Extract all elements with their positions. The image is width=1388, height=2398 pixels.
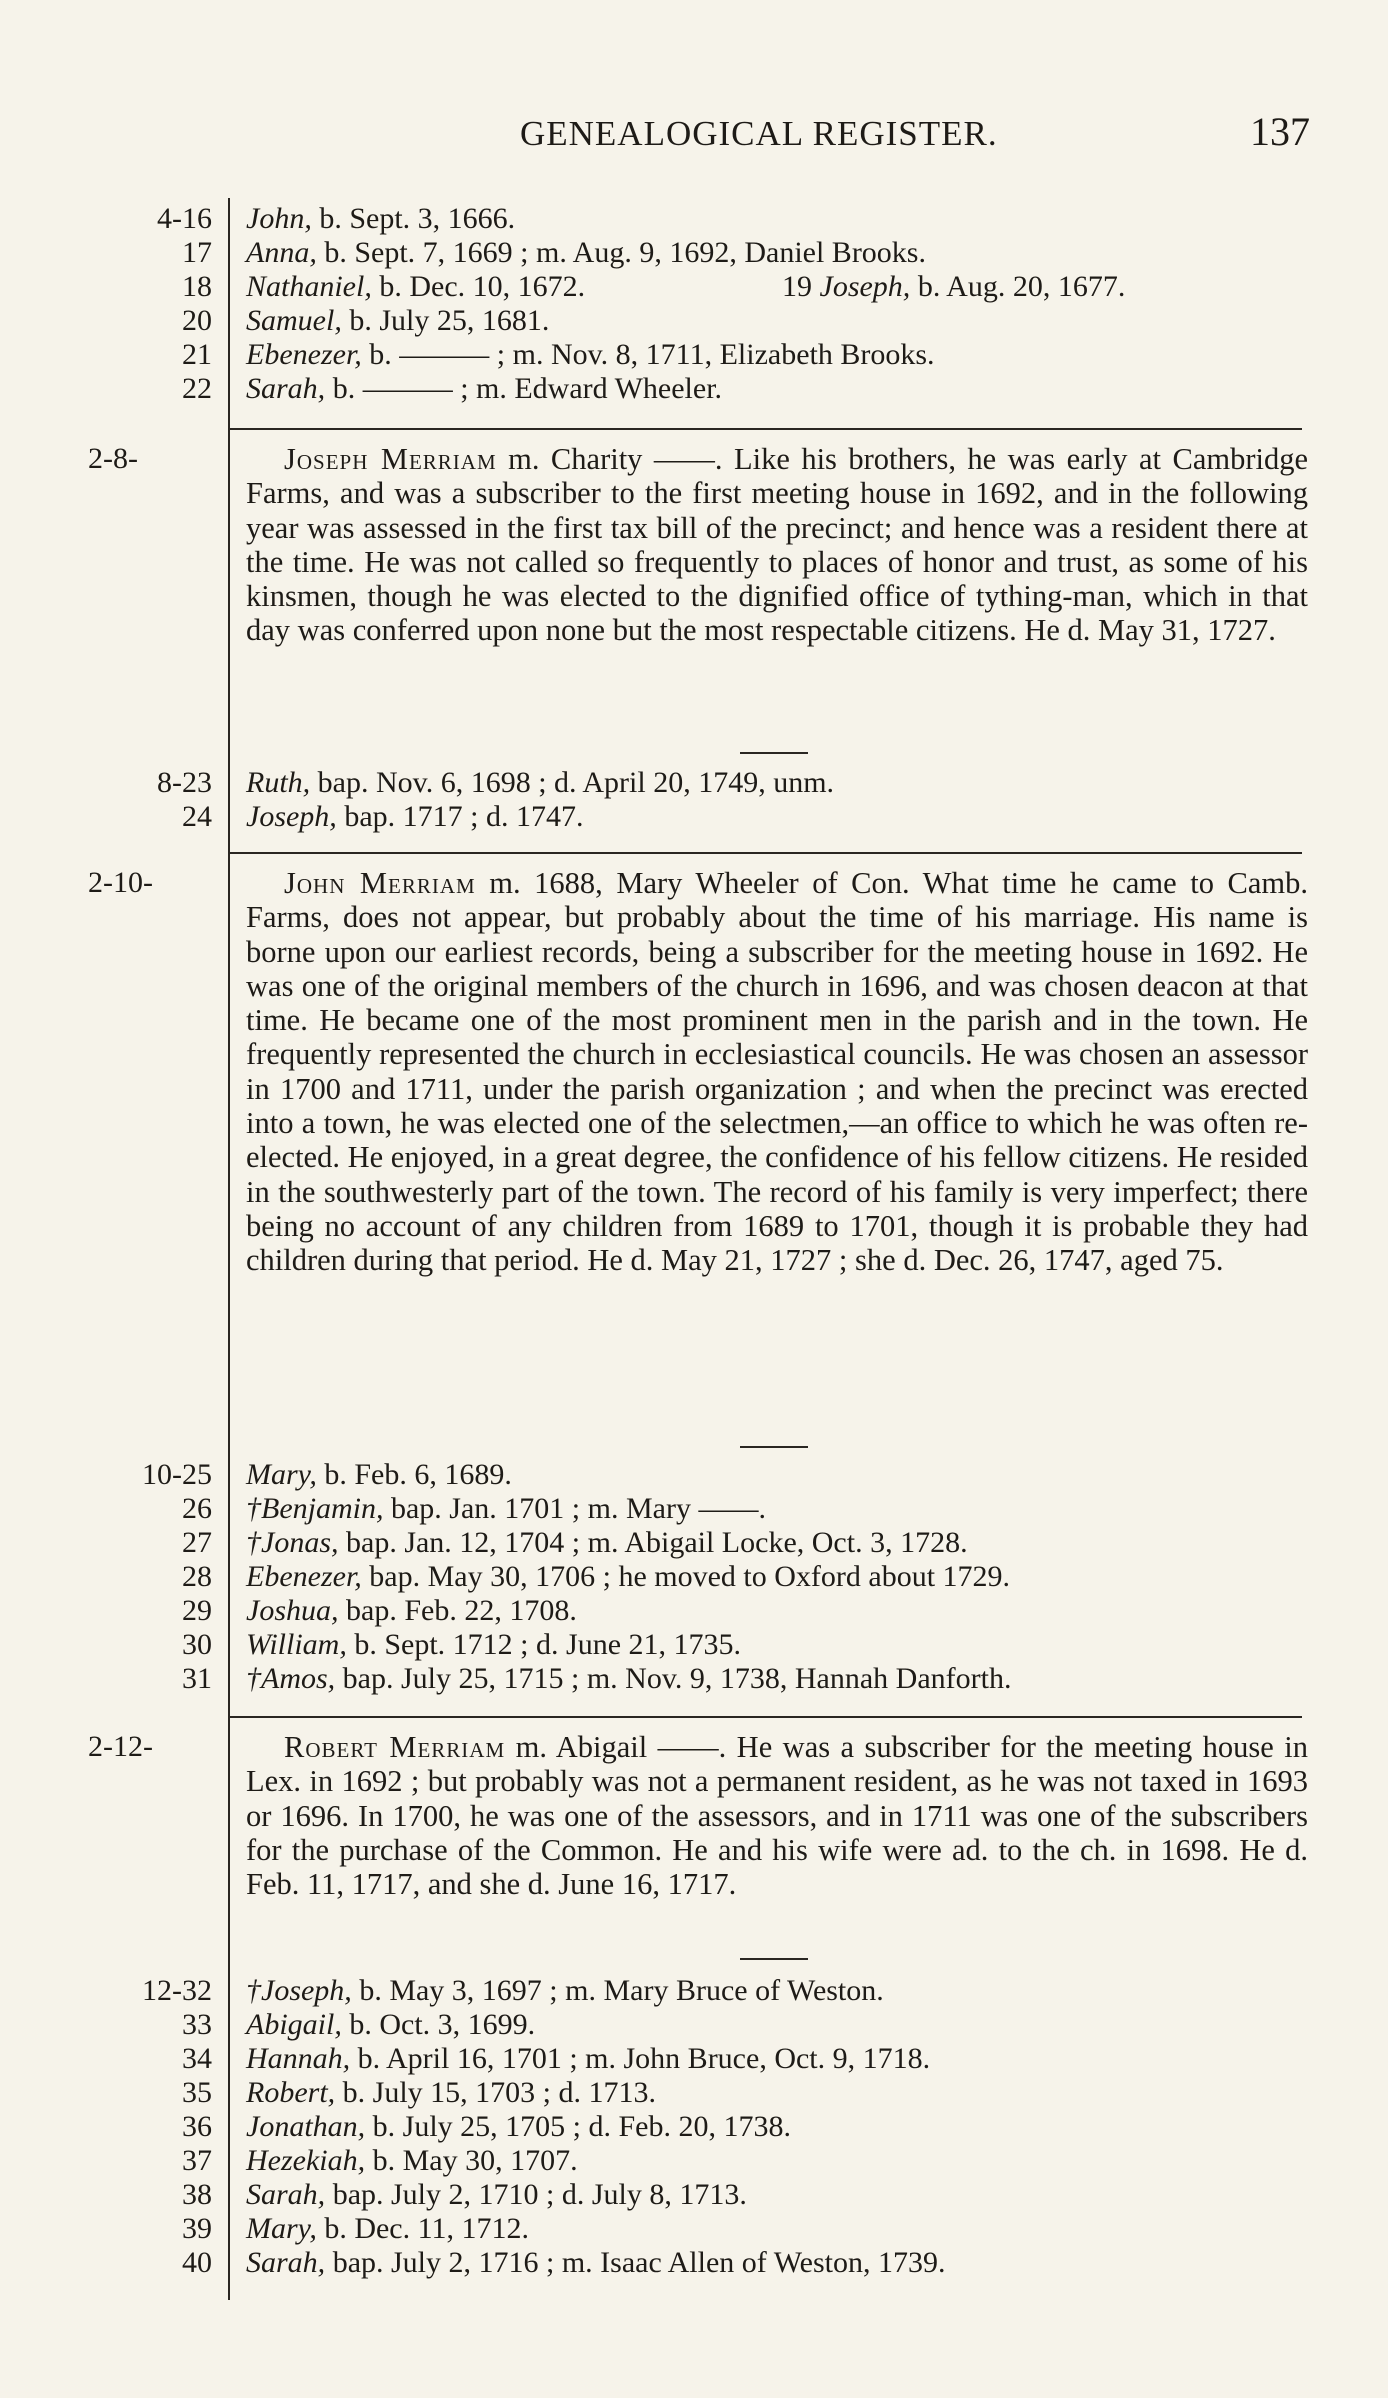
biography-text: m. 1688, Mary Wheeler of Con. What time he came to Camb. Farms, does not appear, but probably about the time of his marriage. His name is borne upon our earliest records, being a subscriber for the meeting house in 1692. He was one of the original members of the church in 1696, and was chosen deacon at that time. He became one of the most prominent men in the parish and in the town. He frequently represented the church in ecclesiastical councils. He was chosen an assessor in 1700 and 1711, under the parish organization ; and when the precinct was erected into a town, he was elected one of the selectmen,—an office to which he was often re-elected. He enjoyed, in a great degree, the confidence of his fellow citizens. He resided in the southwesterly part of the town. The record of his family is very imperfect; there being no account of any children from 1689 to 1701, though it is probable they had children during that period. He d. May 21, 1727 ; she d. Dec. 26, 1747, aged 75. <box>246 866 1308 1278</box>
list-item <box>0 2212 1388 2246</box>
child-details: b. April 16, 1701 ; m. John Bruce, Oct. 9, 1718. <box>350 2042 931 2075</box>
child-name: Joseph, <box>246 800 337 833</box>
child-details: bap. Jan. 1701 ; m. Mary ——. <box>383 1492 766 1525</box>
short-divider <box>740 1446 808 1448</box>
child-details: b. Oct. 3, 1699. <box>341 2008 536 2041</box>
entry-number: 31 <box>182 1662 212 1695</box>
child-details: bap. July 2, 1716 ; m. Isaac Allen of Weston, 1739. <box>325 2246 946 2279</box>
child-details: b. ——— ; m. Edward Wheeler. <box>325 372 723 405</box>
child-details: bap. May 30, 1706 ; he moved to Oxford about 1729. <box>361 1560 1011 1593</box>
child-details: b. July 25, 1681. <box>341 304 550 337</box>
list-item <box>0 2042 1388 2076</box>
child-details: b. July 15, 1703 ; d. 1713. <box>335 2076 657 2109</box>
list-item <box>0 800 1388 834</box>
biography-text: m. Abigail ——. He was a subscriber for the meeting house in Lex. in 1692 ; but probably was not a permanent resident, as he was not taxed in 1693 or 1696. In 1700, he was one of the assessors, and in 1711 was one of the subscribers for the purchase of the Common. He and his wife were ad. to the ch. in 1698. He d. Feb. 11, 1717, and she d. June 16, 1717. <box>246 1730 1308 1902</box>
child-details: bap. 1717 ; d. 1747. <box>336 800 584 833</box>
child-name: †Benjamin, <box>246 1492 384 1525</box>
biography-paragraph <box>246 1730 1308 1901</box>
biography-text: m. Charity ——. Like his brothers, he was early at Cambridge Farms, and was a subscriber to the first meeting house in 1692, and in the following year was assessed in the first tax bill of the precinct; and hence was a resident there at the time. He was not called so frequently to places of honor and trust, as some of his kinsmen, though he was elected to the dignified office of tything-man, which in that day was conferred upon none but the most respectable citizens. He d. May 31, 1727. <box>246 442 1308 648</box>
child-details: b. Dec. 10, 1672. <box>371 270 586 303</box>
child-name: Ruth, <box>246 766 311 799</box>
entry-number: 33 <box>182 2008 212 2041</box>
child-name: Joseph, <box>819 270 911 303</box>
child-details: b. Sept. 3, 1666. <box>311 202 516 235</box>
section-divider <box>230 852 1302 854</box>
entry-number: 38 <box>182 2178 212 2211</box>
page-header <box>520 108 1310 155</box>
child-name: Jonathan, <box>246 2110 366 2143</box>
child-name: Ebenezer, <box>246 338 362 371</box>
person-name: Robert Merriam <box>284 1730 506 1764</box>
list-item <box>0 2144 1388 2178</box>
list-item <box>0 236 1388 270</box>
entry-number: 36 <box>182 2110 212 2143</box>
child-details: b. May 30, 1707. <box>365 2144 578 2177</box>
child-details: b. Dec. 11, 1712. <box>316 2212 530 2245</box>
entry-number: 40 <box>182 2246 212 2279</box>
list-item <box>0 1662 1388 1696</box>
short-divider <box>740 752 808 754</box>
entry-number: 4-16 <box>157 202 212 235</box>
running-title: GENEALOGICAL REGISTER. <box>520 114 998 153</box>
child-details: b. Feb. 6, 1689. <box>316 1458 512 1491</box>
child-name: Abigail, <box>246 2008 342 2041</box>
section-reference: 2-12- <box>88 1730 153 1763</box>
entry-number: 29 <box>182 1594 212 1627</box>
biography-paragraph <box>246 866 1308 1278</box>
entry-number: 28 <box>182 1560 212 1593</box>
list-item <box>0 2008 1388 2042</box>
section-reference: 2-8- <box>88 442 138 475</box>
child-name: John, <box>246 202 312 235</box>
child-name: Sarah, <box>246 2178 326 2211</box>
entry-number: 18 <box>182 270 212 303</box>
list-item <box>0 766 1388 800</box>
list-item <box>0 338 1388 372</box>
section-reference: 2-10- <box>88 866 153 899</box>
section-divider <box>230 428 1302 430</box>
entry-number: 10-25 <box>142 1458 212 1491</box>
child-details: b. July 25, 1705 ; d. Feb. 20, 1738. <box>365 2110 792 2143</box>
child-name: William, <box>246 1628 347 1661</box>
list-item <box>0 270 1388 304</box>
entry-number: 26 <box>182 1492 212 1525</box>
child-details: b. ——— ; m. Nov. 8, 1711, Elizabeth Brooks. <box>361 338 935 371</box>
child-details: bap. Jan. 12, 1704 ; m. Abigail Locke, Oct. 3, 1728. <box>338 1526 968 1559</box>
list-item <box>0 372 1388 406</box>
person-name: Joseph Merriam <box>284 442 497 476</box>
child-details: b. May 3, 1697 ; m. Mary Bruce of Weston. <box>351 1974 884 2007</box>
entry-number: 27 <box>182 1526 212 1559</box>
list-item <box>0 1458 1388 1492</box>
child-details: bap. Nov. 6, 1698 ; d. April 20, 1749, unm. <box>310 766 835 799</box>
entry-number: 22 <box>182 372 212 405</box>
page-number: 137 <box>1250 109 1310 154</box>
child-name: Ebenezer, <box>246 1560 362 1593</box>
child-name: Nathaniel, <box>246 270 372 303</box>
entry-number: 21 <box>182 338 212 371</box>
list-item <box>0 2110 1388 2144</box>
child-name: Sarah, <box>246 2246 326 2279</box>
child-details: b. Sept. 7, 1669 ; m. Aug. 9, 1692, Daniel Brooks. <box>316 236 926 269</box>
entry-number: 12-32 <box>142 1974 212 2007</box>
child-name: †Jonas, <box>246 1526 339 1559</box>
list-item <box>0 1492 1388 1526</box>
child-name: Samuel, <box>246 304 342 337</box>
child-details: bap. July 25, 1715 ; m. Nov. 9, 1738, Hannah Danforth. <box>335 1662 1012 1695</box>
list-item <box>0 1526 1388 1560</box>
child-name: †Joseph, <box>246 1974 352 2007</box>
child-name: Robert, <box>246 2076 336 2109</box>
child-name: Joshua, <box>246 1594 339 1627</box>
child-details: bap. July 2, 1710 ; d. July 8, 1713. <box>325 2178 747 2211</box>
list-item <box>0 1628 1388 1662</box>
entry-number: 30 <box>182 1628 212 1661</box>
entry-number: 34 <box>182 2042 212 2075</box>
list-item <box>0 1560 1388 1594</box>
list-item <box>0 2178 1388 2212</box>
child-name: †Amos, <box>246 1662 336 1695</box>
list-item <box>0 2246 1388 2280</box>
list-item <box>0 1974 1388 2008</box>
entry-number: 20 <box>182 304 212 337</box>
person-name: John Merriam <box>284 866 476 900</box>
list-item <box>0 202 1388 236</box>
child-name: Sarah, <box>246 372 326 405</box>
child-name: Anna, <box>246 236 317 269</box>
child-name: Mary, <box>246 2212 317 2245</box>
section-divider <box>230 1716 1302 1718</box>
entry-number: 37 <box>182 2144 212 2177</box>
child-name: Hannah, <box>246 2042 351 2075</box>
entry-number: 8-23 <box>157 766 212 799</box>
child-details: bap. Feb. 22, 1708. <box>338 1594 577 1627</box>
child-details: b. Aug. 20, 1677. <box>910 270 1126 303</box>
entry-number: 35 <box>182 2076 212 2109</box>
entry-number: 17 <box>182 236 212 269</box>
list-item <box>0 1594 1388 1628</box>
child-name: Hezekiah, <box>246 2144 366 2177</box>
entry-number: 39 <box>182 2212 212 2245</box>
entry-number: 24 <box>182 800 212 833</box>
short-divider <box>740 1958 808 1960</box>
entry-number: 19 <box>782 270 812 303</box>
biography-paragraph <box>246 442 1308 648</box>
list-item <box>0 2076 1388 2110</box>
child-name: Mary, <box>246 1458 317 1491</box>
list-item <box>0 304 1388 338</box>
child-details: b. Sept. 1712 ; d. June 21, 1735. <box>346 1628 742 1661</box>
